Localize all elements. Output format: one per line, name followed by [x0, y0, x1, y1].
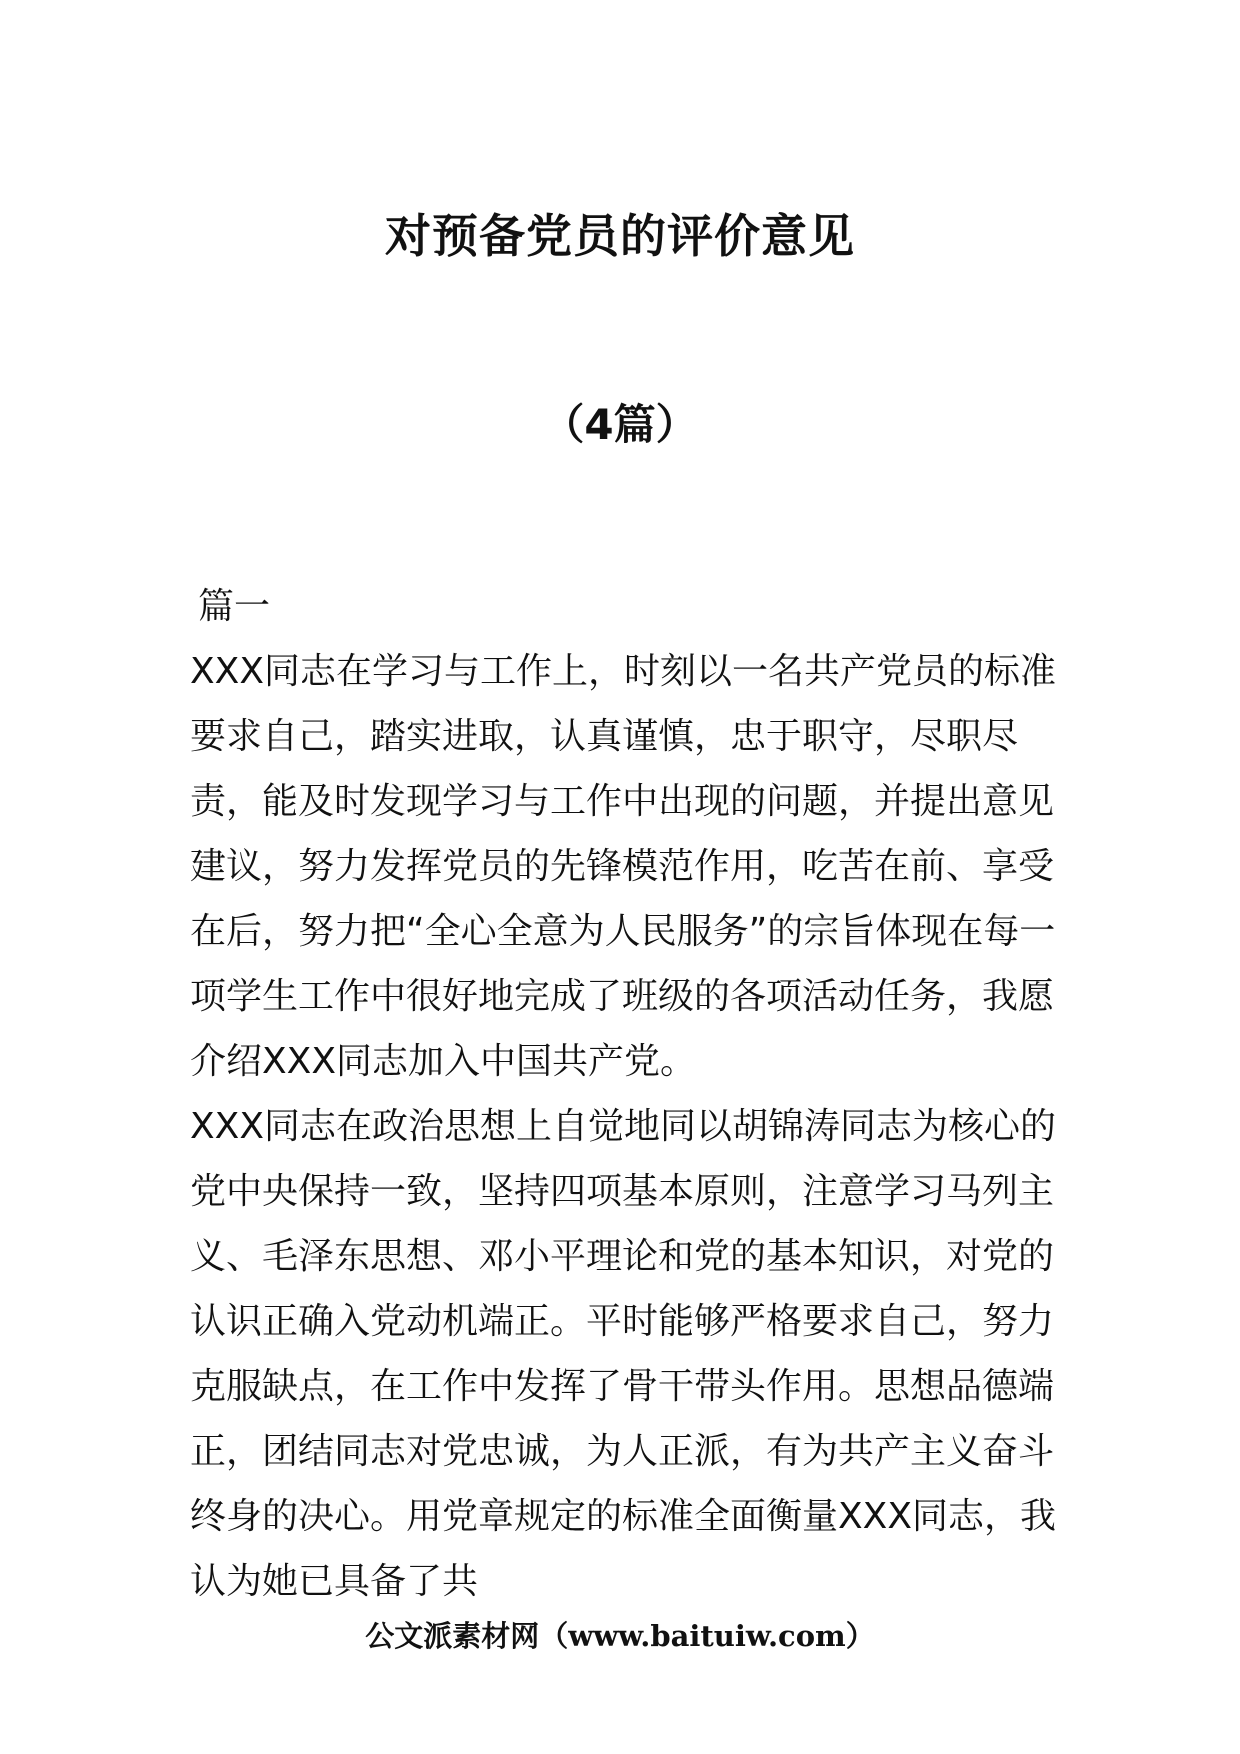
paragraph: XXX同志在学习与工作上，时刻以一名共产党员的标准要求自己，踏实进取，认真谨慎，忠于职守，尽职尽责，能及时发现学习与工作中出现的问题，并提出意见建议，努力发挥党员的先锋模范作用，吃苦在前、享受在后，努力把“全心全意为人民服务”的宗旨体现在每一项学生工作中很好地完成了班级的各项活动任务，我愿介绍XXX同志加入中国共产党。: [190, 651, 1056, 1082]
document-title: 对预备党员的评价意见: [385, 209, 855, 263]
document-subtitle: （4篇）: [542, 400, 698, 449]
document-body: [190, 574, 1070, 1614]
paragraph: XXX同志在政治思想上自觉地同以胡锦涛同志为核心的党中央保持一致，坚持四项基本原则，注意学习马列主义、毛泽东思想、邓小平理论和党的基本知识，对党的认识正确入党动机端正。平时能够严格要求自己，努力克服缺点，在工作中发挥了骨干带头作用。思想品德端正，团结同志对党忠诚，为人正派，有为共产主义奋斗终身的决心。用党章规定的标准全面衡量XXX同志，我认为她已具备了共: [190, 1106, 1056, 1602]
section-label: 篇一: [198, 586, 271, 627]
footer-source: 公文派素材网（www.baituiw.com）: [365, 1619, 875, 1653]
